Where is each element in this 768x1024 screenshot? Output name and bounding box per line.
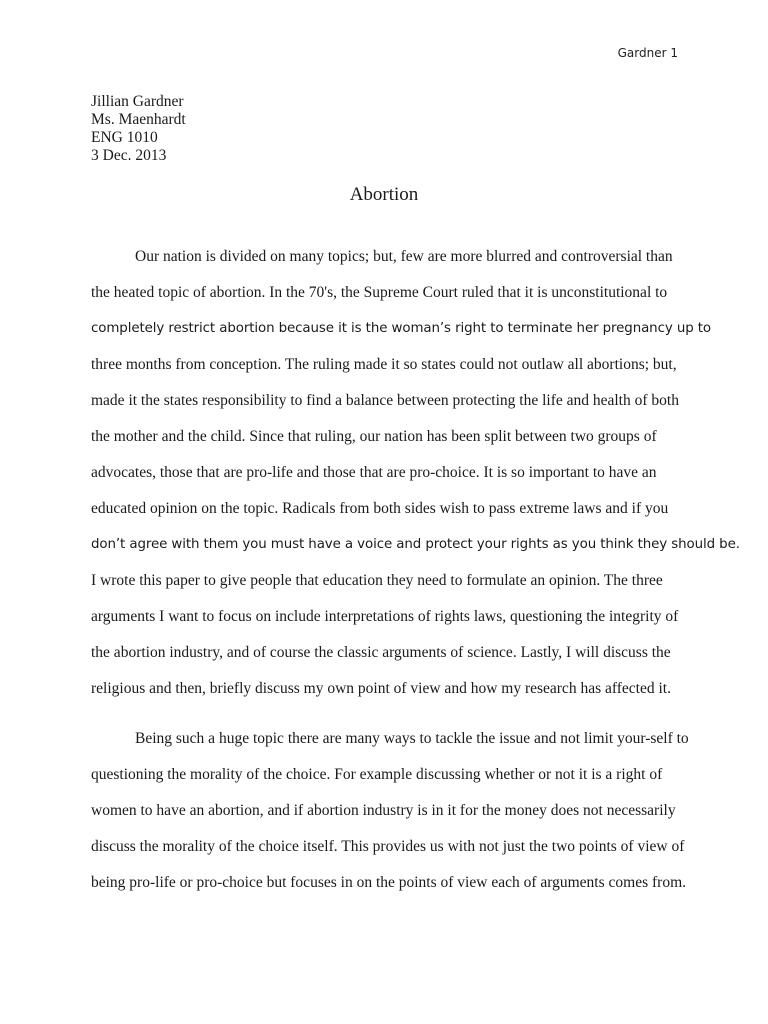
instructor-name: Ms. Maenhardt — [91, 111, 186, 128]
paragraph-line: advocates, those that are pro-life and those that are pro-choice. It is so important to have an — [91, 464, 657, 481]
paragraph-line: educated opinion on the topic. Radicals from both sides wish to pass extreme laws and if you — [91, 500, 669, 517]
paragraph-line: don’t agree with them you must have a voice and protect your rights as you think they should be. — [91, 537, 740, 552]
mla-heading — [91, 93, 186, 165]
essay-title: Abortion — [349, 184, 419, 205]
paragraph-line: made it the states responsibility to find a balance between protecting the life and health of both — [91, 392, 679, 409]
paragraph-line: the heated topic of abortion. In the 70's, the Supreme Court ruled that it is unconstitutional to — [91, 284, 668, 301]
essay-date: 3 Dec. 2013 — [91, 147, 167, 164]
paragraph-line: being pro-life or pro-choice but focuses in on the points of view each of arguments comes from. — [91, 874, 687, 891]
course-name: ENG 1010 — [91, 129, 158, 146]
paragraph-line: Being such a huge topic there are many ways to tackle the issue and not limit your-self to — [135, 730, 689, 747]
paragraph-line: completely restrict abortion because it is the woman’s right to terminate her pregnancy up to — [91, 321, 712, 336]
paragraph-line: women to have an abortion, and if abortion industry is in it for the money does not necessarily — [91, 802, 676, 819]
student-name: Jillian Gardner — [91, 93, 184, 110]
paragraph-line: questioning the morality of the choice. For example discussing whether or not it is a right of — [91, 766, 663, 783]
paragraph-line: I wrote this paper to give people that education they need to formulate an opinion. The three — [91, 572, 663, 589]
running-header: Gardner 1 — [617, 46, 678, 60]
paragraph-line: religious and then, briefly discuss my own point of view and how my research has affected it. — [91, 680, 671, 697]
paragraph-2 — [91, 730, 689, 910]
paragraph-1 — [91, 248, 740, 716]
paragraph-line: the abortion industry, and of course the classic arguments of science. Lastly, I will discuss the — [91, 644, 671, 661]
paragraph-line: Our nation is divided on many topics; but, few are more blurred and controversial than — [135, 248, 673, 265]
paragraph-line: three months from conception. The ruling made it so states could not outlaw all abortions; but, — [91, 356, 677, 373]
paragraph-line: arguments I want to focus on include interpretations of rights laws, questioning the integrity of — [91, 608, 679, 625]
paragraph-line: the mother and the child. Since that ruling, our nation has been split between two groups of — [91, 428, 657, 445]
paragraph-line: discuss the morality of the choice itself. This provides us with not just the two points of view of — [91, 838, 685, 855]
